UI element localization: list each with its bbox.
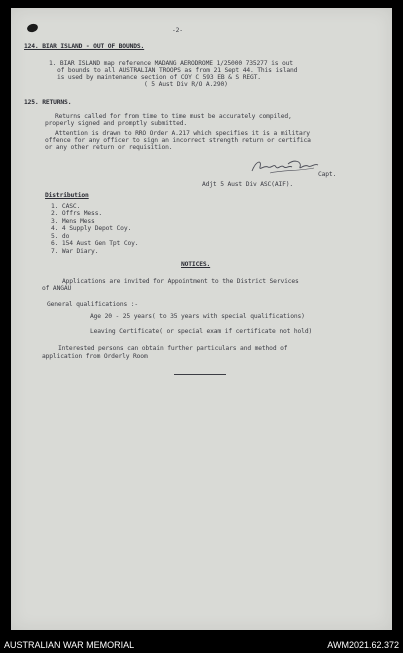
- signature-rank: Capt.: [318, 171, 337, 178]
- footer-source: AUSTRALIAN WAR MEMORIAL: [4, 640, 135, 650]
- item-125-heading: 125. RETURNS.: [24, 99, 72, 106]
- notices-heading: NOTICES.: [181, 261, 211, 268]
- notices-line: Age 20 - 25 years( to 35 years with special qualifications): [90, 313, 305, 320]
- item-124-line: of bounds to all AUSTRALIAN TROOPS as from 21 Sept 44. This island: [57, 67, 298, 74]
- item-125-line: Returns called for from time to time must be accurately compiled,: [55, 113, 292, 120]
- distribution-item: 3. Mens Mess: [51, 218, 95, 225]
- notices-line: Applications are invited for Appointment to the District Services: [62, 278, 299, 285]
- notices-line: Interested persons can obtain further particulars and method of: [58, 345, 288, 352]
- signature-title: Adjt 5 Aust Div ASC(AIF).: [202, 181, 294, 188]
- item-125-line: properly signed and promptly submitted.: [45, 120, 188, 127]
- divider-rule: [174, 374, 226, 375]
- notices-line: Leaving Certificate( or special exam if certificate not hold): [90, 328, 313, 335]
- page-number: -2-: [172, 27, 183, 34]
- notices-line: of ANGAU: [42, 285, 72, 292]
- item-125-line: or any other return or requisition.: [45, 144, 173, 151]
- distribution-item: 2. Offrs Mess.: [51, 210, 102, 217]
- distribution-item: 7. War Diary.: [51, 248, 99, 255]
- footer-bar: [0, 638, 403, 653]
- signature-image: [248, 155, 326, 177]
- footer-accession-number: AWM2021.62.372: [327, 640, 399, 650]
- item-124-reference: ( 5 Aust Div R/O A.290): [144, 81, 228, 88]
- distribution-item: 4. 4 Supply Depot Coy.: [51, 225, 132, 232]
- item-124-line: 1. BIAR ISLAND map reference MADANG AERODROME 1/25000 735277 is out: [49, 60, 293, 67]
- item-124-line: is used by maintenance section of COY C 593 EB & S REGT.: [57, 74, 261, 81]
- distribution-heading: Distribution: [45, 192, 89, 199]
- notices-line: General qualifications :-: [47, 301, 139, 308]
- distribution-item: 1. CASC.: [51, 203, 81, 210]
- item-125-line: Attention is drawn to RRO Order A.217 which specifies it is a military: [55, 130, 310, 137]
- notices-line: application from Orderly Room: [42, 353, 148, 360]
- distribution-item: 5. do: [51, 233, 70, 240]
- item-124-heading: 124. BIAR ISLAND - OUT OF BOUNDS.: [24, 43, 145, 50]
- distribution-item: 6. 154 Aust Gen Tpt Coy.: [51, 240, 139, 247]
- item-125-line: offence for any officer to sign an incorrect strength return or certifica: [45, 137, 311, 144]
